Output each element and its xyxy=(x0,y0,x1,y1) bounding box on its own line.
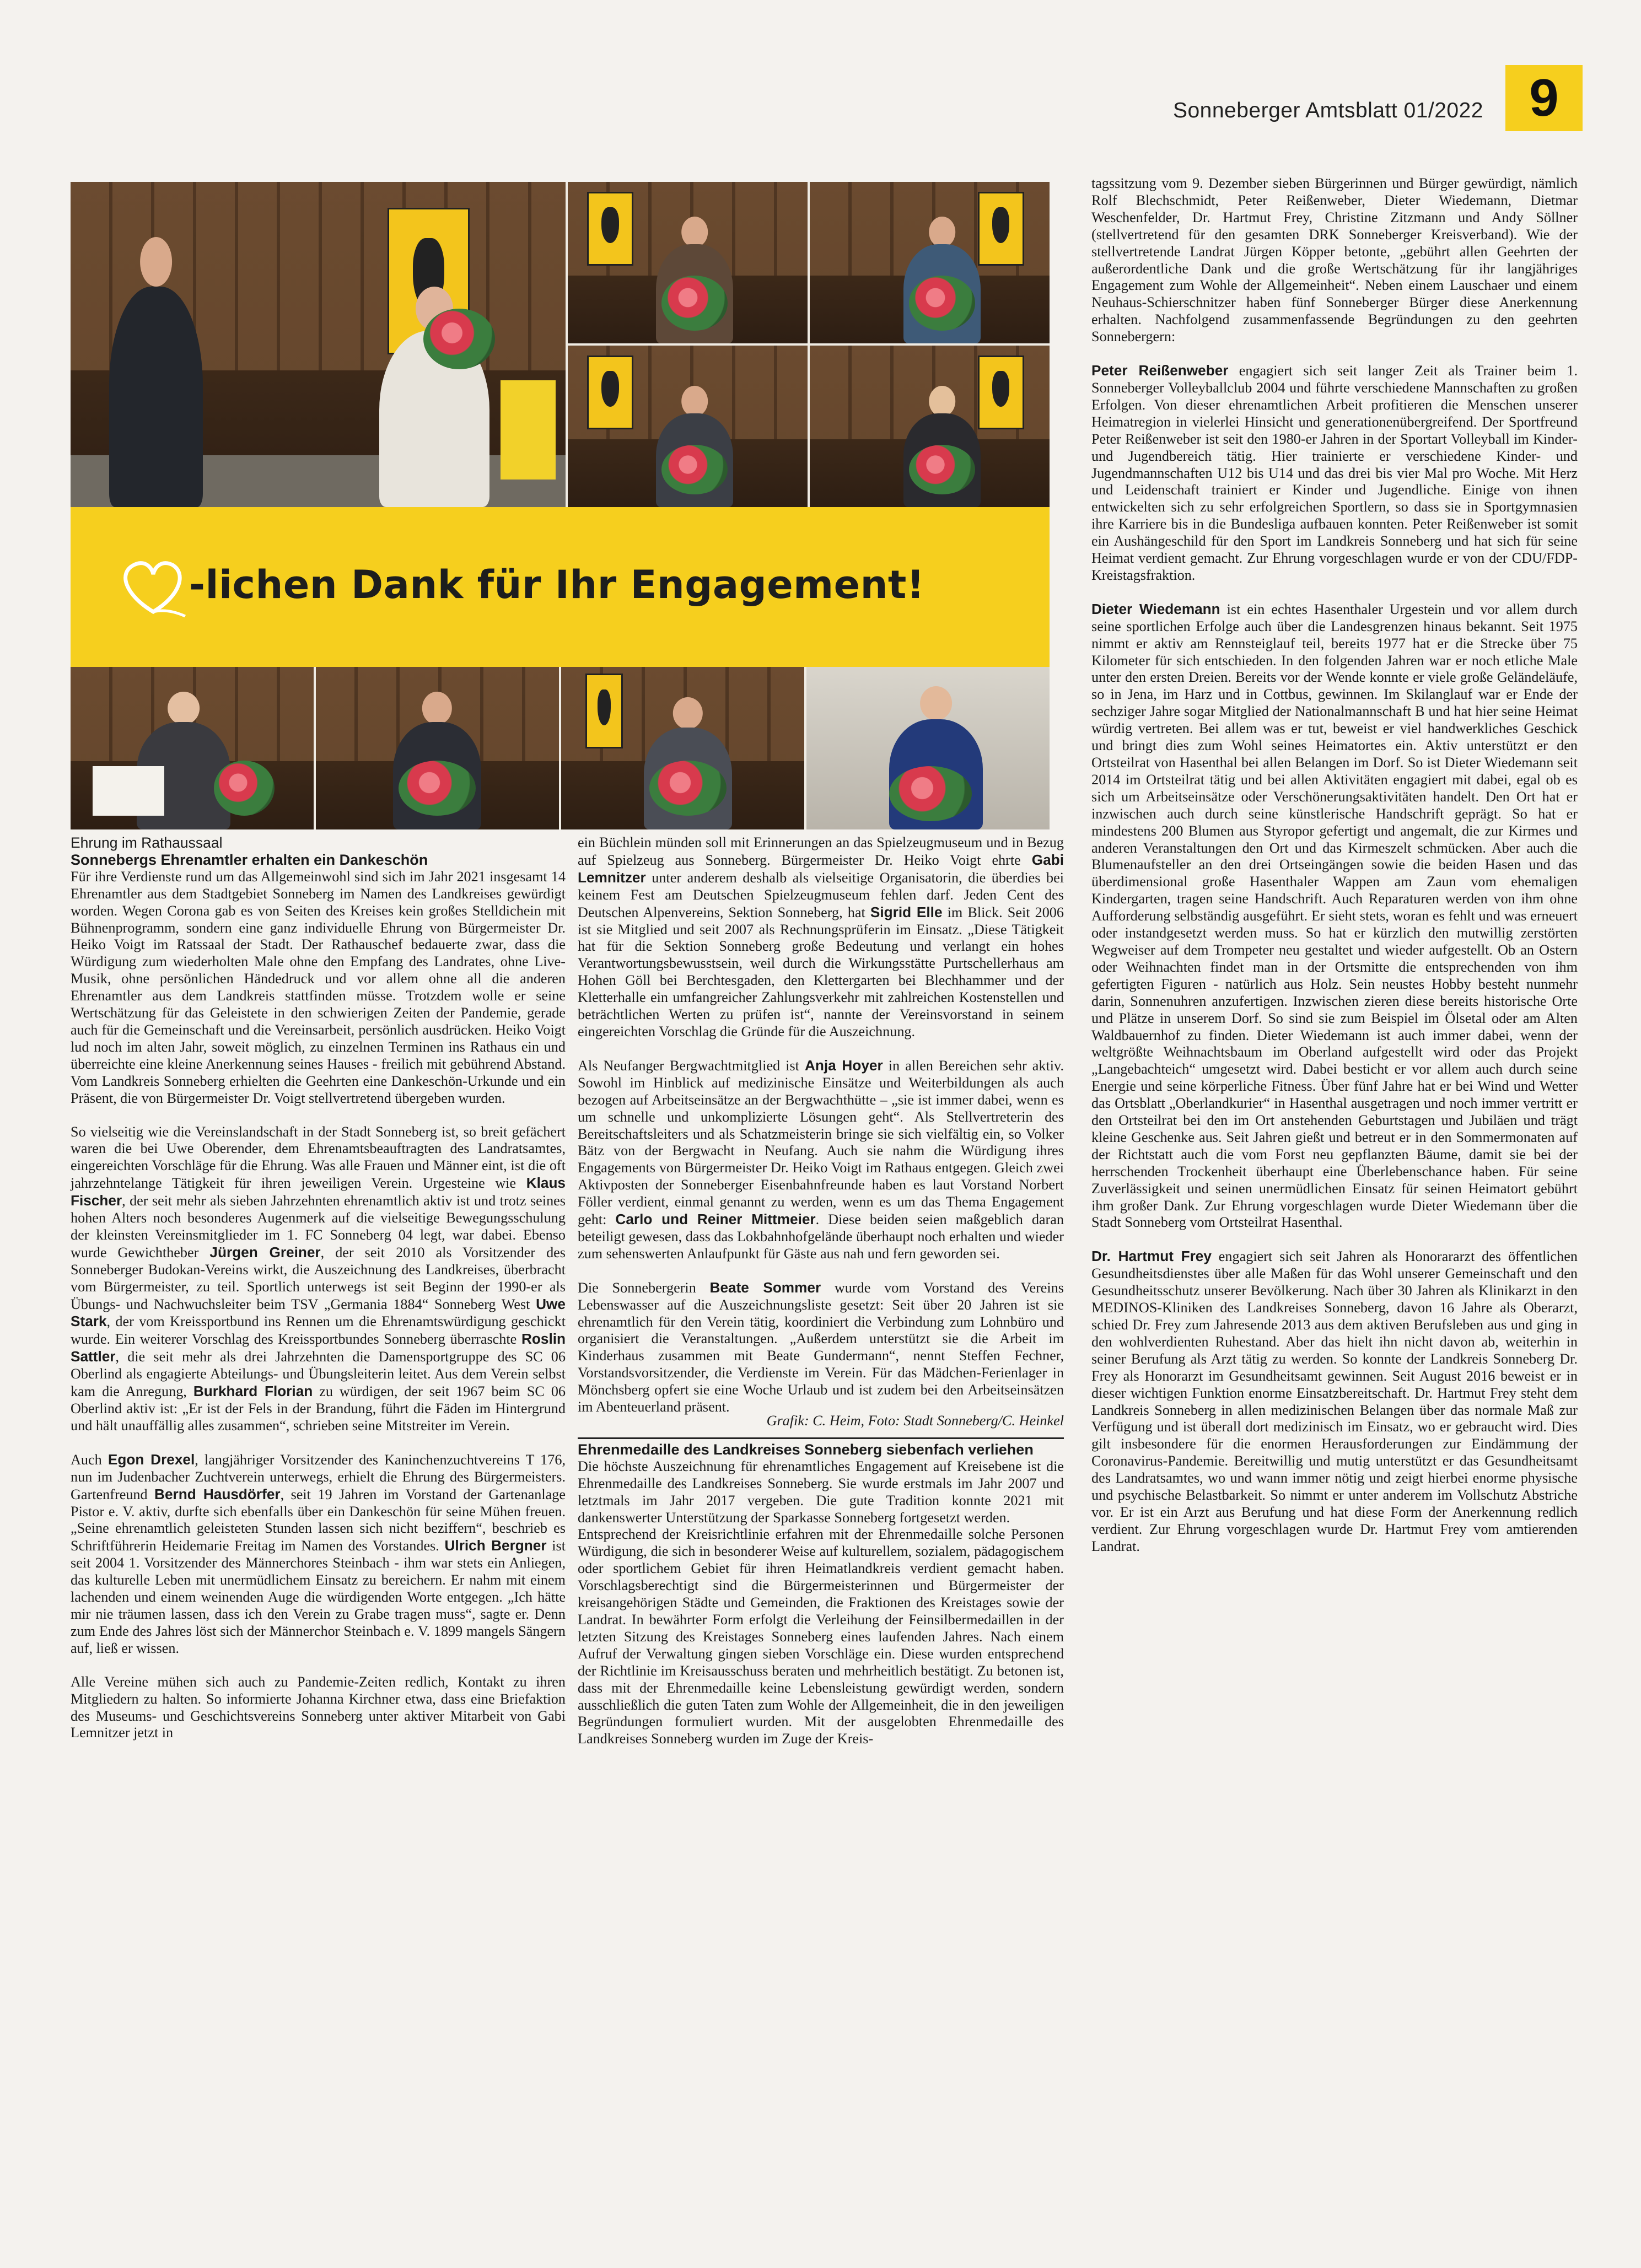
city-flag-icon xyxy=(978,192,1024,266)
article-headline: Sonnebergs Ehrenamtler erhalten ein Dankeschön xyxy=(71,851,428,868)
paragraph: tagssitzung vom 9. Dezember sieben Bürgerinnen und Bürger gewürdigt, nämlich Rolf Blechschmidt, Peter Reißenweber, Dieter Wiedemann, Dietmar Weschenfelder, Dr. Hartmut Frey, Christine Zitzmann und Andy Söllner (stellvertretend für den gesamten DRK Sonneberger Kreisverband). Wie der stellvertretende Landrat Jürgen Köpper betonte, „gebührt allen Geehrten der außerordentliche Dank und die große Wertschätzung für ihr langjähriges Engagement zum Wohle der Allgemeinheit“. Neben einem Lauschaer und einem Neuhaus-Schierschnitzer haben fünf Sonneberger Bürger diese Anerkennung erhalten. Nachfolgend zusammenfassende Begründungen zu den geehrten Sonnebergern: xyxy=(1091,175,1578,345)
certificate xyxy=(93,766,164,816)
paragraph: Dieter Wiedemann ist ein echtes Hasenthaler Urgestein und vor allem durch seine sportlichen Erfolge auch über die Landesgrenzen hinaus bekannt. Seit 1975 nimmt er aktiv am Rennsteiglauf teil, bereits 1977 hat er die Strecke über 75 Kilometer für sich entschieden. In den folgenden Jahren war er noch etliche Male unter den ersten Dreien. Bereits vor der Wende konnte er viele große Geländeläufe, so in Jena, im Harz und in Cottbus, gewinnen. Im Skilanglauf war er Ende der sechziger Jahre sogar Mitglied der Nationalmannschaft B und hat hier seine Heimat würdig vertreten. Bei allem was er tut, beweist er viel handwerkliches Geschick und bringt dies zum Wohl seines Heimatortes ein. Aktiv unterstützt er den Ortsteilrat von Hasenthal bei allen Belangen im Dorf. So ist Dieter Wiedemann seit 2014 im Ortsteilrat tätig und bei allen Aktivitäten engagiert mit dabei, egal ob es sich um Arbeitseinsätze oder Verschönerungsaktivitäten handelt. Den Ort hat er inzwischen auch durch seine künstlerische Handschrift geprägt. So hat er mindestens 200 Blumen aus Styropor gefertigt und angemalt, die zur Kirmes und anderen Veranstaltungen den Ort und das Kirmeszelt schmücken. Aber auch die Blumenaufsteller an den drei Ortseingängen sowie die beiden Hasen und das überdimensional große Hasenthaler Wappen am Zaun vom ehemaligen Kindergarten, tragen seine Handschrift. Auch Reparaturen werden von ihm ohne Aufforderung selbständig ausgeführt. Er sieht stets, woran es fehlt und was erneuert oder instandgesetzt werden muss. So hat er kürzlich den mutwillig zerstörten Wegweiser auf dem Trompeter neu gestaltet und wieder aufgestellt. Ob an Ostern oder Weihnachten findet man in der Ortsmitte die entsprechenden von ihm gefertigten Figuren - natürlich aus Holz. Sein neustes Hobby besteht nunmehr darin, Sonnenuhren anzufertigen. Inzwischen zieren diese bereits historische Orte und Plätze in unserem Dorf. So sind sie zum Beispiel im Ölsetal oder am Alten Waldbauernhof zu finden. Dieter Wiedemann ist auch immer dabei, wenn der weltgrößte Weihnachtsbaum im Oberland aufgestellt wird oder das Projekt „Langebachteich“ umgesetzt wird. Dabei besticht er vor allem auch durch seine Energie und seine körperliche Fitness. Über fünf Jahre hat er bei Wind und Wetter das Ortsblatt „Oberlandkurier“ in Hasenthal ausgetragen und noch immer vertritt er den Ortsteilrat bei den im Ort anstehenden Geburtstagen und Jubiläen und trägt kleine Geschenke aus. Seit Jahren gießt und betreut er in den Sommermonaten auf der Richtstatt auch die vom Forst neu gepflanzten Bäume, damit sie bei der herrschenden Trockenheit überhaupt eine Überlebenschance haben. Für seine Zuverlässigkeit und seinen unermüdlichen Einsatz für seinen Heimatort gebührt ihm großer Dank. Zur Ehrung vorgeschlagen wurde Dieter Wiedemann über die Stadt Sonneberg vom Ortsteilrat Hasenthal. xyxy=(1091,600,1578,1231)
paragraph: Auch Egon Drexel, langjähriger Vorsitzender des Kaninchenzuchtvereins T 176, nun im Judenbacher Zuchtverein unterwegs, erhielt die Ehrung des Bürgermeisters. Gartenfreund Bernd Hausdörfer, seit 19 Jahren im Vorstand der Gartenanlage Pistor e. V. aktiv, durfte sich ebenfalls über ein Dankeschön für seine Mühen freuen. „Seine ehrenamtlich geleisteten Stunden lassen sich nicht beziffern“, beschrieb es Schriftführerin Heidemarie Freitag im Namen des Vorstandes. Ulrich Bergner ist seit 2004 1. Vorsitzender des Männerchores Steinbach - ihm war stets ein Anliegen, das kulturelle Leben mit unermüdlichem Einsatz zu bereichern. Er nahm mit einem lachenden und einem weinenden Auge die würdigenden Worte entgegen. „Ich hätte mir nie träumen lassen, dass ich den Verein zu Grabe tragen muss“, sagte er. Denn zum Ende des Jahres löst sich der Männerchor Steinbach e. V. 1899 mangels Sängern auf, ließ er wissen. xyxy=(71,1451,566,1656)
article-column-1 xyxy=(71,834,566,1742)
photo-honoree-5 xyxy=(810,346,1050,507)
bouquet-icon xyxy=(399,761,476,816)
photo-honoree-9 xyxy=(806,667,1050,829)
photo-honoree-8 xyxy=(561,667,806,829)
bouquet-icon xyxy=(214,761,275,816)
bouquet-icon xyxy=(649,761,727,816)
paragraph: Peter Reißenweber engagiert sich seit langer Zeit als Trainer beim 1. Sonneberger Volleyballclub 2004 und führte verschiedene Mannschaften zu großen Erfolgen. Von dieser ehrenamtlichen Arbeit profitieren die Menschen unserer Heimatregion in vielerlei Hinsicht und generationenübergreifend. Der Sportfreund Peter Reißenweber ist seit den 1980-er Jahren in der Sportart Volleyball im Kinder- und Jugendbereich tätig. Hier trainierte er verschiedene Kinder- und Jugendmannschaften U12 bis U14 und das drei bis vier Mal pro Woche. Mit Herz und Leidenschaft trainiert er Kinder und Jugendliche. Einige von ihnen entwickelten sich zu sehr erfolgreichen Sportlern, so dass sie in Sportgymnasien ihre Karriere bis in die Bundesliga aufbauen konnten. Peter Reißenweber ist somit ein Aushängeschild für den Sport im Landkreis Sonneberg und hat sich für seine Heimat verdient gemacht. Zur Ehrung vorgeschlagen wurde er von der CDU/FDP-Kreistagsfraktion. xyxy=(1091,362,1578,583)
photo-row-top xyxy=(71,182,1050,507)
heart-icon xyxy=(120,557,186,617)
person-mayor xyxy=(109,237,203,507)
photo-honoree-2 xyxy=(568,182,808,343)
paragraph: ein Büchlein münden soll mit Erinnerungen an das Spielzeugmuseum und in Bezug auf Spielzeug aus Sonneberg. Bürgermeister Dr. Heiko Voigt ehrte Gabi Lemnitzer unter anderem deshalb als vielseitige Organisatorin, die überdies bei keinem Fest am Deutschen Spielzeugmuseum fehlen darf. Jeden Cent des Deutschen Alpenvereins, Sektion Sonneberg, hat Sigrid Elle im Blick. Seit 2006 ist sie Mitglied und seit 2007 als Rechnungsprüferin im Einsatz. „Diese Tätigkeit hat für die Sektion Sonneberg große Bedeutung und verlangt ein hohes Verantwortungsbewusstsein, weil durch die Wirkungsstätte Purtschellerhaus am Hohen Göll bei Berchtesgaden, den Klettergarten bei Blechhammer und der Kletterhalle ein umfangreicher Zahlungsverkehr mit zahlreichen Kostenstellen und beträchtlichen Werten zu prüfen ist“, nannte der Vereinsvorstand in seinem eingereichten Vorschlag die Gründe für die Auszeichnung. xyxy=(578,834,1064,1039)
bouquet-icon xyxy=(423,309,495,369)
photo-mayor-and-honoree xyxy=(71,182,568,507)
city-flag-icon xyxy=(587,192,633,266)
article-column-2 xyxy=(578,834,1064,1748)
bouquet-icon xyxy=(909,276,975,331)
medal-headline: Ehrenmedaille des Landkreises Sonneberg siebenfach verliehen xyxy=(578,1437,1064,1458)
paragraph: Entsprechend der Kreisrichtlinie erfahren mit der Ehrenmedaille solche Personen Würdigung, die sich in besonderer Weise auf kulturellem, sozialem, pädagogischem oder sportlichem Gebiet für ihren Heimatlandkreis verdient gemacht haben. Vorschlagsberechtigt sind die Bürgermeisterinnen und Bürgermeister der kreisangehörigen Städte und Gemeinden, die Fraktionen des Kreistages sowie der Landrat. In bewährter Form erfolgt die Verleihung der Feinsilbermedaillen in der letzten Sitzung des Kreistages Sonneberg eines laufenden Jahres. Nach einem Aufruf der Verwaltung gingen sieben Vorschläge ein. Diese wurden entsprechend der Richtlinie im Kreisausschuss beraten und mehrheitlich bestätigt. Zu betonen ist, dass mit der Ehrenmedaille keine Lebensleistung gewürdigt werden, sondern ausschließlich die guten Taten zum Wohle der Allgemeinheit, die in den jeweiligen Begründungen formuliert wurden. Mit der ausgelobten Ehrenmedaille des Landkreises Sonneberg wurden im Zuge der Kreis- xyxy=(578,1526,1064,1747)
photo-credit: Grafik: C. Heim, Foto: Stadt Sonneberg/C. Heinkel xyxy=(766,1413,1064,1429)
page-header xyxy=(1173,65,1583,131)
page-number: 9 xyxy=(1505,65,1583,131)
banner-title: -lichen Dank für Ihr Engagement! xyxy=(189,562,925,607)
photo-honoree-6 xyxy=(71,667,316,829)
photo-honoree-7 xyxy=(316,667,561,829)
photo-honoree-3 xyxy=(810,182,1050,343)
city-flag-icon xyxy=(585,674,623,748)
bouquet-icon xyxy=(661,276,728,331)
paragraph: Für ihre Verdienste rund um das Allgemeinwohl sind sich im Jahr 2021 insgesamt 14 Ehrenamtler aus dem Stadtgebiet Sonneberg im Namen des Landkreises gewürdigt worden. Wegen Corona gab es von Seiten des Kreises kein großes Stelldichein mit Bühnenprogramm, sondern eine ganz individuelle Ehrung von Bürgermeister Dr. Heiko Voigt im Ratssaal der Stadt. Der Rathauschef bedauerte zwar, dass die Würdigung zum wiederholten Male ohne den Empfang des Landrates, ohne Live-Musik, ohne persönlichen Händedruck und vor allem ohne all die anderen Ehrenamtler aus dem Landkreis stattfinden müsse. Trotzdem wolle er seine Wertschätzung für das Geleistete in den schwierigen Zeiten der Pandemie, gerade auch für die Gemeinschaft und die Vereinsarbeit, persönlich ausdrücken. Heiko Voigt lud noch im alten Jahr, soweit möglich, zu einzelnen Terminen ins Rathaus ein und überreichte eine kleine Anerkennung seines Hauses - freilich mit gebührend Abstand. Vom Landkreis Sonneberg erhielten die Geehrten eine Dankeschön-Urkunde und ein Präsent, die von Bürgermeister Dr. Voigt stellvertretend übergeben wurden. xyxy=(71,868,566,1106)
photo-honoree-4 xyxy=(568,346,808,507)
photo-grid-top xyxy=(568,182,1050,507)
thank-you-banner xyxy=(71,507,1050,667)
paragraph: Alle Vereine mühen sich auch zu Pandemie-Zeiten redlich, Kontakt zu ihren Mitgliedern zu halten. So informierte Johanna Kirchner etwa, dass eine Briefaktion des Museums- und Geschichtsvereins Sonneberg unter aktiver Mitarbeit von Gabi Lemnitzer jetzt in xyxy=(71,1673,566,1741)
article-kicker: Ehrung im Rathaussaal xyxy=(71,834,223,851)
bouquet-icon xyxy=(889,766,972,821)
gift-bag xyxy=(501,380,556,480)
masthead: Sonneberger Amtsblatt 01/2022 xyxy=(1172,99,1483,122)
paragraph: Die höchste Auszeichnung für ehrenamtliches Engagement auf Kreisebene ist die Ehrenmedaille des Landkreises Sonneberg. Sie wurde erstmals im Jahr 2007 und letztmals im Jahr 2017 vergeben. Die gute Tradition konnte 2021 mit dankenswerter Unterstützung der Sparkasse Sonneberg fortgesetzt werden. xyxy=(578,1458,1064,1526)
paragraph: So vielseitig wie die Vereinslandschaft in der Stadt Sonneberg ist, so breit gefächert waren die bei Uwe Oberender, dem Ehrenamtsbeauftragten des Landratsamtes, eingereichten Vorschläge für die Ehrung. Was alle Frauen und Männer eint, ist die oft jahrzehntelange Tätigkeit für ihren jeweiligen Verein. Urgesteine wie Klaus Fischer, der seit mehr als sieben Jahrzehnten ehrenamtlich aktiv ist und trotz seines hohen Alters noch besonderes Augenmerk auf die vielseitige Bewegungsschulung der kleinsten Vereinsmitglieder im 1. FC Sonneberg 04 legt, war dabei. Ebenso wurde Gewichtheber Jürgen Greiner, der seit 2010 als Vorsitzender des Sonneberger Budokan-Vereins wirkt, die Auszeichnung des Landkreises, überbracht vom Bürgermeister, zu teil. Sportlich unterwegs ist seit Beginn der 1990-er als Übungs- und Nachwuchsleiter beim TSV „Germania 1884“ Sonneberg West Uwe Stark, der vom Kreissportbund ins Rennen um die Ehrenamtswürdigung geschickt wurde. Ein weiterer Vorschlag des Kreissportbundes Sonneberg überraschte Roslin Sattler, die seit mehr als drei Jahrzehnten die Damensportgruppe des SC 06 Oberlind als engagierte Abteilungs- und Übungsleiterin leitet. Aus dem Verein selbst kam die Anregung, Burkhard Florian zu würdigen, der seit 1967 beim SC 06 Oberlind aktiv ist: „Er ist der Fels in der Brandung, führt die Fäden im Hintergrund und hält unauffällig alles zusammen“, schrieben seine Mitstreiter im Verein. xyxy=(71,1123,566,1434)
photo-row-bottom xyxy=(71,667,1050,829)
hero-collage xyxy=(71,182,1050,829)
paragraph: Dr. Hartmut Frey engagiert sich seit Jahren als Honorararzt des öffentlichen Gesundheitsdienstes über alle Maßen für das Wohl unserer Gemeinschaft und den Gesundheitsschutz unserer Bevölkerung. Nach über 30 Jahren als Klinikarzt in den MEDINOS-Kliniken des Landkreises Sonneberg, davon 16 Jahre als Oberarzt, schied Dr. Frey zum Jahresende 2013 aus dem aktiven Berufsleben aus und ging in den wohlverdienten Ruhestand. Aber das hielt ihn nicht davon ab, weiterhin in seiner Berufung als Arzt tätig zu werden. So konnte der Landkreis Sonneberg Dr. Frey als Honorarzt im Gesundheitsamt gewinnen. Seit August 2016 beweist er in dieser wichtigen Funktion enorme Einsatzbereitschaft. Dr. Hartmut Frey steht dem Landkreis Sonneberg in allen medizinischen Belangen über das normale Maß zur Verfügung und ist überall dort medizinisch im Einsatz, wo er gebraucht wird. Dies gilt insbesondere für die enormen Herausforderungen zur Eindämmung der Coronavirus-Pandemie. Bereitwillig und mutig unterstützt er das Gesundheitsamt des Landratsamtes, wo und wann immer nötig und zeigt hierbei enorme physische und psychische Belastbarkeit. So nimmt er unter anderem im Vollschutz Abstriche vor. Er ist ein Arzt aus Berufung und hat diese Form der Anerkennung redlich verdient. Zur Ehrung vorgeschlagen wurde Dr. Hartmut Frey vom amtierenden Landrat. xyxy=(1091,1248,1578,1554)
city-flag-icon xyxy=(978,355,1024,430)
paragraph: Die Sonnebergerin Beate Sommer wurde vom Vorstand des Vereins Lebenswasser auf die Auszeichnungsliste gesetzt: Seit über 20 Jahren ist sie ehrenamtlich für den Verein tätig, koordiniert die Verbindung zum Lohnbüro und organisiert die Veranstaltungen. „Außerdem unterstützt sie die Arbeit im Kinderhaus zusammen mit Beate Gundermann“, nennt Steffen Fechner, Vorstandsvorsitzender, die Verdienste im Verein. Für das Mädchen-Ferienlager in Mönchsberg opfert sie eine Woche Urlaub und ist zudem bei den Arbeitseinsätzen im Abenteuerland präsent. xyxy=(578,1279,1064,1415)
bouquet-icon xyxy=(661,445,728,494)
paragraph: Als Neufanger Bergwachtmitglied ist Anja Hoyer in allen Bereichen sehr aktiv. Sowohl im Hinblick auf medizinische Einsätze und Weiterbildungen als auch bezogen auf Arbeitseinsätze an der Bergwachthütte – „sie ist immer dabei, wenn es um schnelle und unkomplizierte Lösungen geht“. Als Stellvertreterin des Bereitschaftsleiters und als Schatzmeisterin bringe sie sich vielfältig ein, so Volker Bätz von der Bergwacht in Neufang. Auch sie nahm die Würdigung ihres Engagements von Bürgermeister Dr. Heiko Voigt im Rathaus entgegen. Gleich zwei Aktivposten der Sonneberger Eisenbahnfreunde haben es laut Vorstand Norbert Föller verdient, einmal genannt zu werden, wenn es um das Thema Engagement geht: Carlo und Reiner Mittmeier. Diese beiden seien maßgeblich daran beteiligt gewesen, dass das Lokbahnhofgelände überhaupt noch erhalten und wieder zum sehenswerten Anlaufpunkt für Gäste aus nah und fern geworden sei. xyxy=(578,1057,1064,1262)
city-flag-icon xyxy=(587,355,633,430)
article-column-3 xyxy=(1091,175,1578,1555)
bouquet-icon xyxy=(909,445,975,494)
